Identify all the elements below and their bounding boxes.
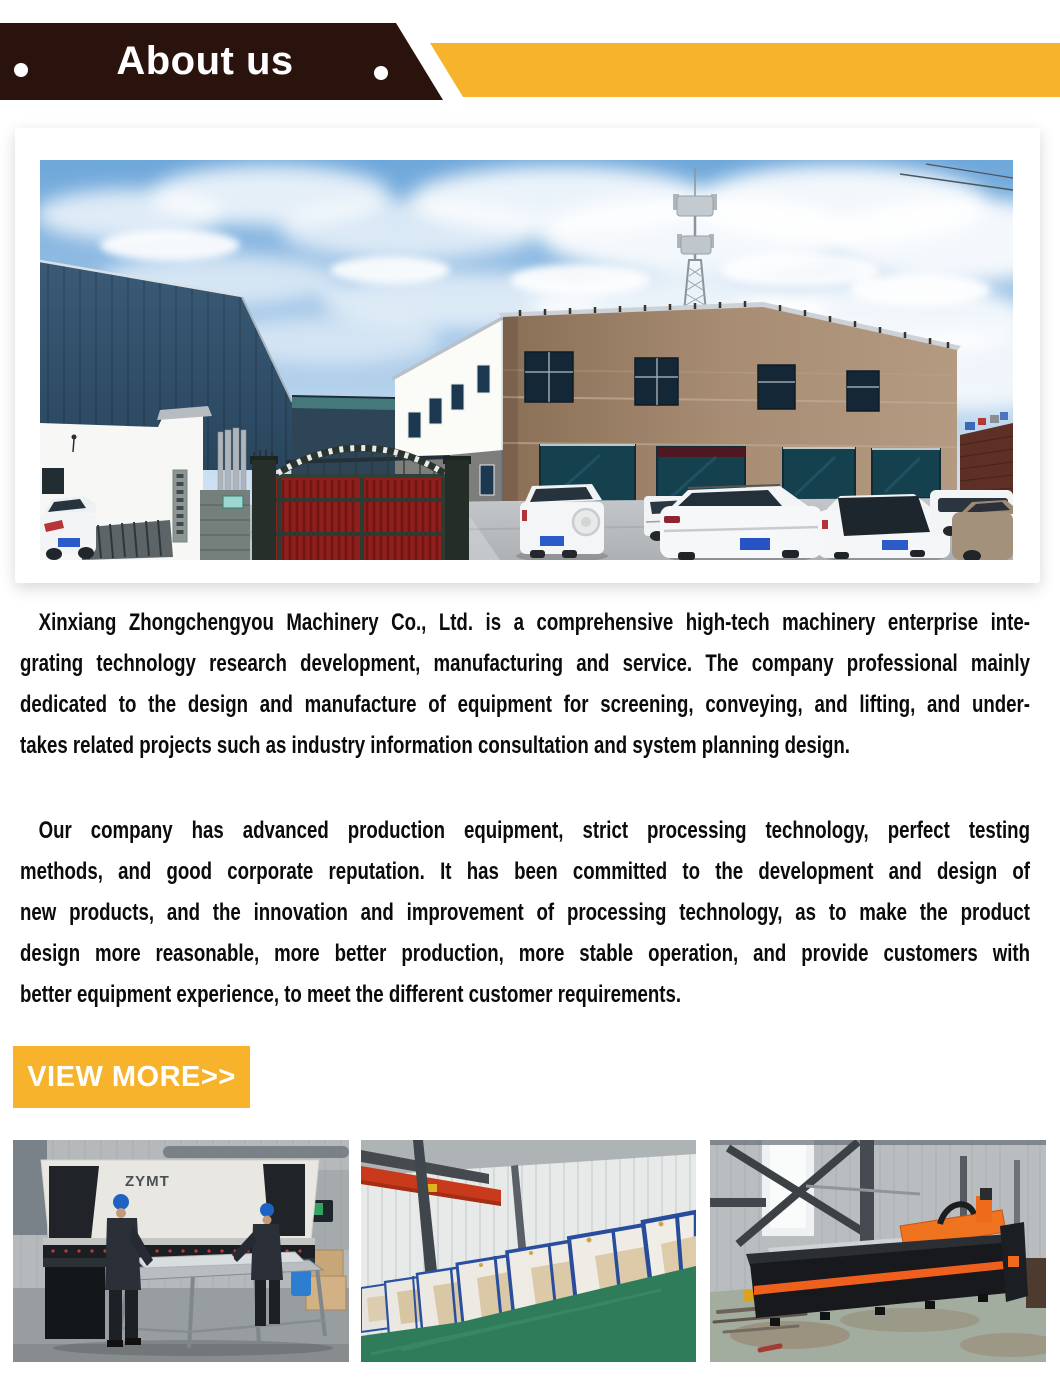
wall-sign	[223, 496, 243, 508]
gate-pillar-left	[252, 460, 276, 560]
gallery-photo-warehouse	[361, 1140, 696, 1362]
section-title: About us	[116, 39, 294, 83]
cctv-camera	[72, 435, 77, 440]
gate-pillar-right	[445, 460, 469, 560]
paragraph-line: grating technology research development, manufacturing and service. The company professional mainly	[20, 650, 1030, 677]
main-photo-card	[15, 128, 1040, 583]
gallery-photo-press-brake	[13, 1140, 349, 1362]
paragraph-line: methods, and good corporate reputation. It has been committed to the development and design of	[20, 858, 1030, 885]
paragraph-line: takes related projects such as industry information consultation and system planning design.	[20, 732, 850, 759]
office-building-tan-facade	[498, 301, 961, 507]
paragraph-line: design more reasonable, more better production, more stable operation, and provide customers with	[20, 940, 1030, 967]
section-banner	[0, 0, 1060, 110]
about-paragraph-2	[20, 810, 1030, 1015]
crane-hoist	[427, 1184, 437, 1192]
paragraph-line: dedicated to the design and manufacture of equipment for screening, conveying, and lifting, and under-	[20, 691, 1030, 718]
about-paragraph-1	[20, 602, 1030, 766]
view-more-button[interactable]: VIEW MORE>>	[13, 1046, 250, 1108]
car-left-compact	[40, 496, 96, 560]
paragraph-line: Xinxiang Zhongchengyou Machinery Co., Ltd. is a comprehensive high-tech machinery enterprise inte-	[38, 609, 1030, 636]
wood-stack	[1026, 1258, 1046, 1308]
wall-window	[42, 468, 64, 494]
paragraph-line: better equipment experience, to meet the different customer requirements.	[20, 981, 682, 1008]
ceiling-duct	[163, 1146, 349, 1158]
factory-photo	[40, 160, 1013, 560]
paragraph-line: Our company has advanced production equipment, strict processing technology, perfect testing	[38, 817, 1030, 844]
paragraph-line: new products, and the innovation and improvement of processing technology, as to make the product	[20, 899, 1030, 926]
banner-yellow-ribbon	[430, 43, 1060, 97]
machine-brand-label: ZYMT	[125, 1173, 170, 1190]
gallery-photo-laser-machine	[710, 1140, 1046, 1362]
car-suv-spare-tire	[516, 484, 608, 560]
